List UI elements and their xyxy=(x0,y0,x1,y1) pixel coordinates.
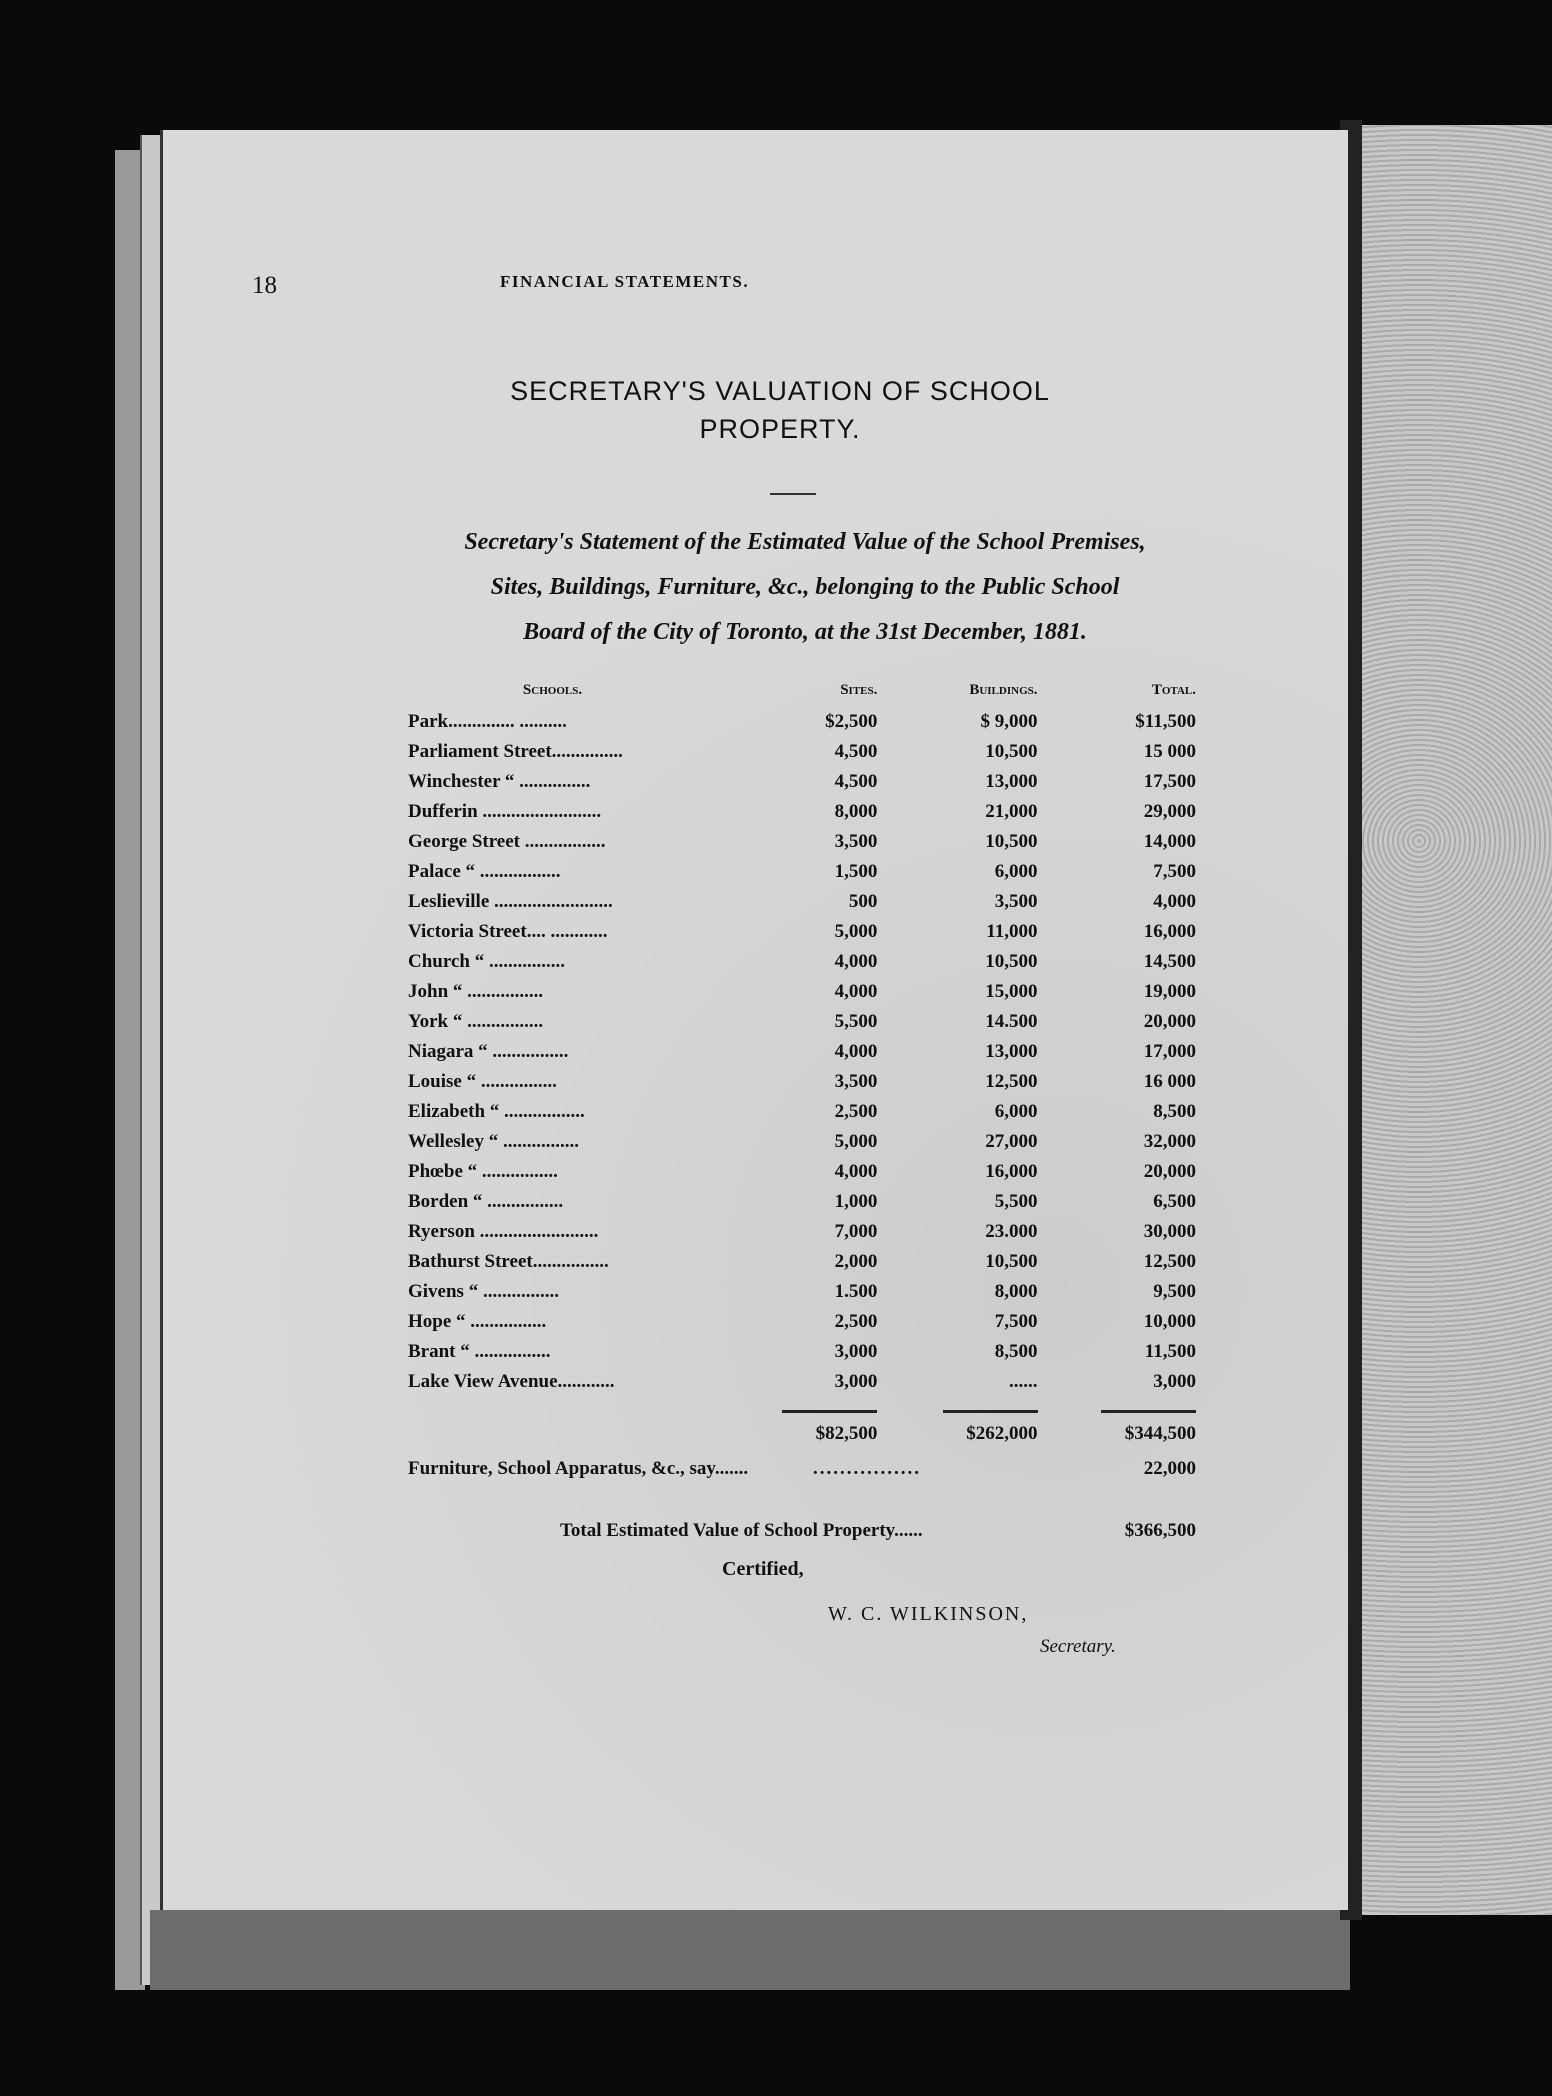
total-value: 17,000 xyxy=(1143,1041,1196,1062)
running-title: FINANCIAL STATEMENTS. xyxy=(500,272,750,291)
total-value: 11,500 xyxy=(1144,1341,1196,1362)
buildings-value: 8,000 xyxy=(994,1281,1038,1302)
total-value: 16,000 xyxy=(1143,921,1196,942)
table-row xyxy=(408,1007,1196,1037)
sites-value: 3,500 xyxy=(834,1071,878,1092)
buildings-value: 3,500 xyxy=(994,891,1038,912)
valuation-table xyxy=(408,673,1196,1449)
school-name: Lake View Avenue............ xyxy=(408,1371,615,1392)
table-row xyxy=(408,1187,1196,1217)
total-value: 14,000 xyxy=(1143,831,1196,852)
school-name: Hope “ ................ xyxy=(408,1311,547,1332)
furniture-label: Furniture, School Apparatus, &c., say....... xyxy=(408,1458,749,1479)
table-row xyxy=(408,1097,1196,1127)
school-name: York “ ................ xyxy=(408,1011,544,1032)
buildings-value: 7,500 xyxy=(994,1311,1038,1332)
table-row xyxy=(408,1247,1196,1277)
total-value: 20,000 xyxy=(1143,1161,1196,1182)
total-value: 20,000 xyxy=(1143,1011,1196,1032)
sites-value: 2,000 xyxy=(834,1251,878,1272)
buildings-value: 10,500 xyxy=(985,1251,1038,1272)
buildings-value: 14.500 xyxy=(985,1011,1038,1032)
sites-value: 1.500 xyxy=(834,1281,878,1302)
furniture-dots: ................ xyxy=(813,1458,921,1479)
buildings-value: 10,500 xyxy=(985,741,1038,762)
statement-heading xyxy=(410,520,1200,655)
total-value: 9,500 xyxy=(1153,1281,1196,1302)
buildings-value: 15,000 xyxy=(985,981,1038,1002)
facing-page xyxy=(1362,125,1552,1915)
buildings-value: 11,000 xyxy=(986,921,1038,942)
sites-value: 1,500 xyxy=(834,861,878,882)
sites-value: 5,000 xyxy=(834,1131,878,1152)
sites-value: 1,000 xyxy=(834,1191,878,1212)
total-sites: $82,500 xyxy=(815,1423,878,1444)
total-value: 15 000 xyxy=(1143,741,1196,762)
table-row xyxy=(408,1367,1196,1397)
table-row xyxy=(408,827,1196,857)
total-value: 32,000 xyxy=(1143,1131,1196,1152)
buildings-value: 13,000 xyxy=(985,771,1038,792)
total-value: 8,500 xyxy=(1153,1101,1196,1122)
buildings-value: $ 9,000 xyxy=(980,711,1038,732)
table-row xyxy=(408,1037,1196,1067)
school-name: Bathurst Street................ xyxy=(408,1251,609,1272)
table-row xyxy=(408,977,1196,1007)
sites-value: 5,000 xyxy=(834,921,878,942)
sites-value: 4,500 xyxy=(834,771,878,792)
school-name: Wellesley “ ................ xyxy=(408,1131,579,1152)
total-value: 29,000 xyxy=(1143,801,1196,822)
page-number: 18 xyxy=(252,272,277,299)
table-row xyxy=(408,1307,1196,1337)
sites-value: 500 xyxy=(848,891,878,912)
total-value: 30,000 xyxy=(1143,1221,1196,1242)
buildings-value: 10,500 xyxy=(985,951,1038,972)
page-title xyxy=(410,372,1150,448)
school-name: Leslieville ......................... xyxy=(408,891,613,912)
signer-name: W. C. WILKINSON, xyxy=(828,1603,1029,1625)
book-bottom-edge xyxy=(150,1910,1350,1990)
sites-value: 4,000 xyxy=(834,981,878,1002)
buildings-value: 6,000 xyxy=(994,1101,1038,1122)
grand-total-line xyxy=(560,1520,1196,1550)
buildings-value: 8,500 xyxy=(994,1341,1038,1362)
table-row xyxy=(408,767,1196,797)
school-name: Niagara “ ................ xyxy=(408,1041,569,1062)
buildings-value: 6,000 xyxy=(994,861,1038,882)
table-row xyxy=(408,707,1196,737)
total-value: 17,500 xyxy=(1143,771,1196,792)
school-name: Winchester “ ............... xyxy=(408,771,591,792)
table-row xyxy=(408,737,1196,767)
sites-value: 4,000 xyxy=(834,1041,878,1062)
buildings-value: 12,500 xyxy=(985,1071,1038,1092)
total-value: 10,000 xyxy=(1143,1311,1196,1332)
grand-total-label: Total Estimated Value of School Property...... xyxy=(560,1520,923,1541)
total-value: 16 000 xyxy=(1143,1071,1196,1092)
statement-line-2: Sites, Buildings, Furniture, &c., belonging to the Public School xyxy=(490,574,1120,600)
sum-rule xyxy=(1101,1410,1196,1413)
table-row xyxy=(408,917,1196,947)
grand-total-value: $366,500 xyxy=(1124,1520,1196,1541)
running-head xyxy=(0,272,1552,312)
sites-value: $2,500 xyxy=(825,711,878,732)
school-name: Victoria Street.... ............ xyxy=(408,921,608,942)
school-name: Church “ ................ xyxy=(408,951,565,972)
school-name: Palace “ ................. xyxy=(408,861,561,882)
school-name: Ryerson ......................... xyxy=(408,1221,599,1242)
total-total: $344,500 xyxy=(1124,1423,1196,1444)
table-row xyxy=(408,887,1196,917)
header-buildings: Buildings. xyxy=(969,681,1038,698)
furniture-line xyxy=(408,1458,1196,1488)
statement-line-3: Board of the City of Toronto, at the 31st December, 1881. xyxy=(523,619,1087,645)
school-name: John “ ................ xyxy=(408,981,544,1002)
table-row xyxy=(408,1337,1196,1367)
header-schools: Schools. xyxy=(522,681,583,698)
buildings-value: 13,000 xyxy=(985,1041,1038,1062)
total-value: $11,500 xyxy=(1135,711,1196,732)
table-row xyxy=(408,1277,1196,1307)
totals-row xyxy=(408,1419,1196,1449)
buildings-value: 23.000 xyxy=(985,1221,1038,1242)
page-title-line-2: PROPERTY. xyxy=(699,414,861,444)
sites-value: 7,000 xyxy=(834,1221,878,1242)
school-name: Parliament Street............... xyxy=(408,741,623,762)
buildings-value: 10,500 xyxy=(985,831,1038,852)
table-row xyxy=(408,1217,1196,1247)
school-name: Borden “ ................ xyxy=(408,1191,564,1212)
sites-value: 8,000 xyxy=(834,801,878,822)
total-value: 6,500 xyxy=(1153,1191,1196,1212)
total-value: 7,500 xyxy=(1153,861,1196,882)
sites-value: 3,000 xyxy=(834,1371,878,1392)
table-row xyxy=(408,1157,1196,1187)
sum-rules-row xyxy=(408,1397,1196,1419)
school-name: Elizabeth “ ................. xyxy=(408,1101,585,1122)
buildings-value: 5,500 xyxy=(994,1191,1038,1212)
school-name: Givens “ ................ xyxy=(408,1281,559,1302)
table-row xyxy=(408,1067,1196,1097)
sites-value: 2,500 xyxy=(834,1311,878,1332)
school-name: George Street ................. xyxy=(408,831,606,852)
table-row xyxy=(408,857,1196,887)
buildings-value: 16,000 xyxy=(985,1161,1038,1182)
furniture-value: 22,000 xyxy=(1143,1458,1196,1479)
total-value: 14,500 xyxy=(1143,951,1196,972)
page-title-line-1: SECRETARY'S VALUATION OF SCHOOL xyxy=(510,376,1050,406)
total-value: 3,000 xyxy=(1153,1371,1196,1392)
buildings-value: 27,000 xyxy=(985,1131,1038,1152)
table-row xyxy=(408,947,1196,977)
buildings-value: ...... xyxy=(1009,1371,1038,1392)
school-name: Dufferin ......................... xyxy=(408,801,602,822)
sites-value: 5,500 xyxy=(834,1011,878,1032)
total-value: 4,000 xyxy=(1153,891,1196,912)
sites-value: 3,000 xyxy=(834,1341,878,1362)
sites-value: 4,000 xyxy=(834,1161,878,1182)
header-sites: Sites. xyxy=(840,681,878,698)
school-name: Brant “ ................ xyxy=(408,1341,551,1362)
sites-value: 4,500 xyxy=(834,741,878,762)
title-rule xyxy=(770,493,816,495)
buildings-value: 21,000 xyxy=(985,801,1038,822)
certified-text: Certified, xyxy=(722,1558,804,1580)
table-row xyxy=(408,1127,1196,1157)
statement-line-1: Secretary's Statement of the Estimated Value of the School Premises, xyxy=(464,529,1146,555)
header-total: Total. xyxy=(1151,681,1196,698)
school-name: Park.............. .......... xyxy=(408,711,567,732)
sum-rule xyxy=(782,1410,877,1413)
total-buildings: $262,000 xyxy=(966,1423,1038,1444)
total-value: 19,000 xyxy=(1143,981,1196,1002)
sum-rule xyxy=(943,1410,1038,1413)
sites-value: 3,500 xyxy=(834,831,878,852)
sites-value: 4,000 xyxy=(834,951,878,972)
sites-value: 2,500 xyxy=(834,1101,878,1122)
table-row xyxy=(408,797,1196,827)
school-name: Louise “ ................ xyxy=(408,1071,557,1092)
table-header-row xyxy=(408,673,1196,707)
school-name: Phœbe “ ................ xyxy=(408,1161,558,1182)
signer-title: Secretary. xyxy=(1040,1636,1116,1657)
total-value: 12,500 xyxy=(1143,1251,1196,1272)
